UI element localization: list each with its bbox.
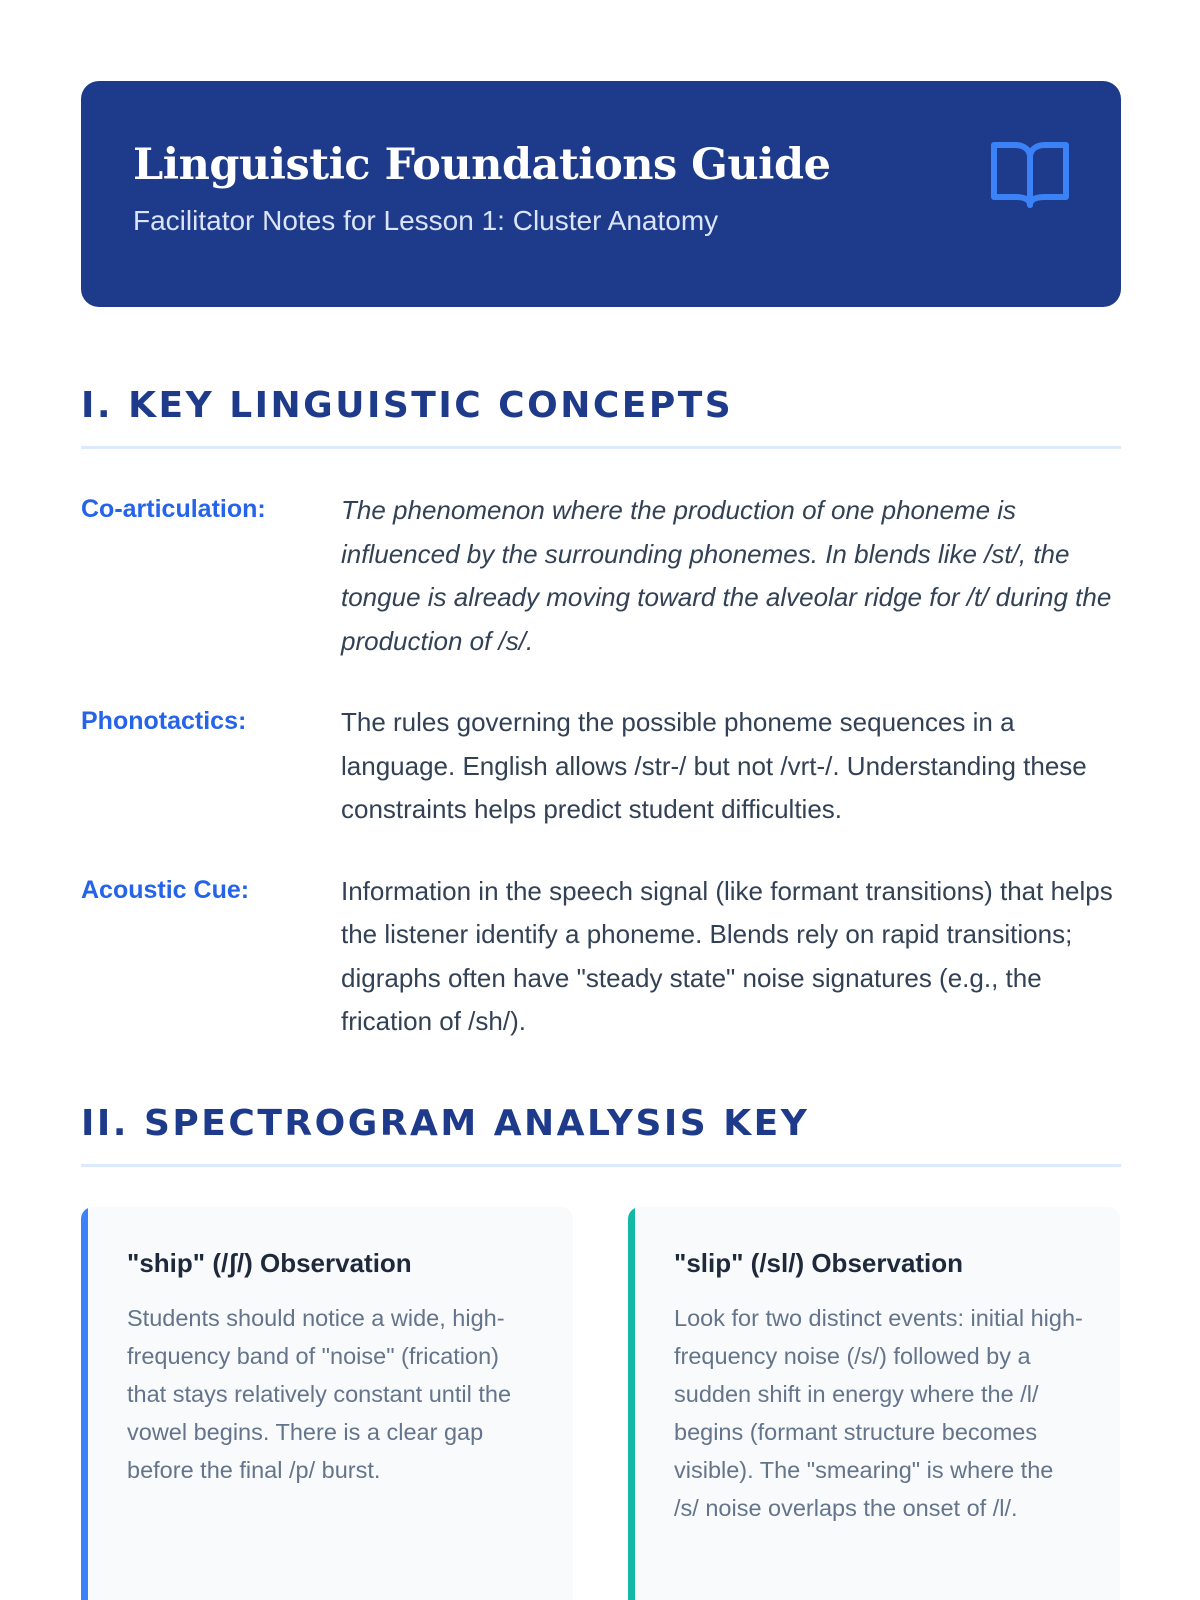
concept-definition: The rules governing the possible phoneme sequences in a language. English allows /str-/ but not /vrt-/. Understanding these constraints helps predict student difficulties. <box>341 707 1087 824</box>
concept-item <box>81 870 1120 1044</box>
concept-definition: Information in the speech signal (like formant transitions) that helps the listener identify a phoneme. Blends rely on rapid transitions; digraphs often have "steady state" noise signatures (e.g., the frication of /sh/). <box>341 875 1113 1036</box>
page-title: Linguistic Foundations Guide <box>133 140 831 190</box>
card-title: "slip" (/sl/) Observation <box>674 1247 964 1278</box>
concept-term: Acoustic Cue: <box>81 875 250 904</box>
page-subtitle: Facilitator Notes for Lesson 1: Cluster Anatomy <box>133 205 719 236</box>
card-text: Students should notice a wide, high-frequency band of "noise" (frication) that stays relatively constant until the vowel begins. There is a clear gap before the final /p/ burst. <box>127 1304 512 1483</box>
concept-item <box>81 489 1120 663</box>
concept-definition: The phenomenon where the production of one phoneme is influenced by the surrounding phonemes. In blends like /st/, the tongue is already moving toward the alveolar ridge for /t/ during the production of /s/. <box>341 495 1112 656</box>
section-heading-spectrogram: II. SPECTROGRAM ANALYSIS KEY <box>81 1102 810 1144</box>
card-text: Look for two distinct events: initial high-frequency noise (/s/) followed by a sudden shift in energy where the /l/ begins (formant structure becomes visible). The "smearing" is where the /s/ noise overlaps the onset of /l/. <box>674 1304 1083 1521</box>
section-heading-concepts: I. KEY LINGUISTIC CONCEPTS <box>81 385 734 426</box>
concept-list <box>81 489 1120 1044</box>
header-banner <box>81 81 1121 307</box>
observation-card-slip <box>628 1207 1120 1600</box>
card-title: "ship" (/ʃ/) Observation <box>127 1247 412 1278</box>
concept-item <box>81 701 1120 832</box>
concept-term: Phonotactics: <box>81 707 247 735</box>
observation-cards <box>81 1207 1120 1600</box>
observation-card-ship <box>81 1207 573 1600</box>
section-divider <box>81 1164 1121 1167</box>
concept-term: Co-articulation: <box>81 495 266 523</box>
section-divider <box>81 446 1121 449</box>
book-open-icon <box>989 139 1071 213</box>
